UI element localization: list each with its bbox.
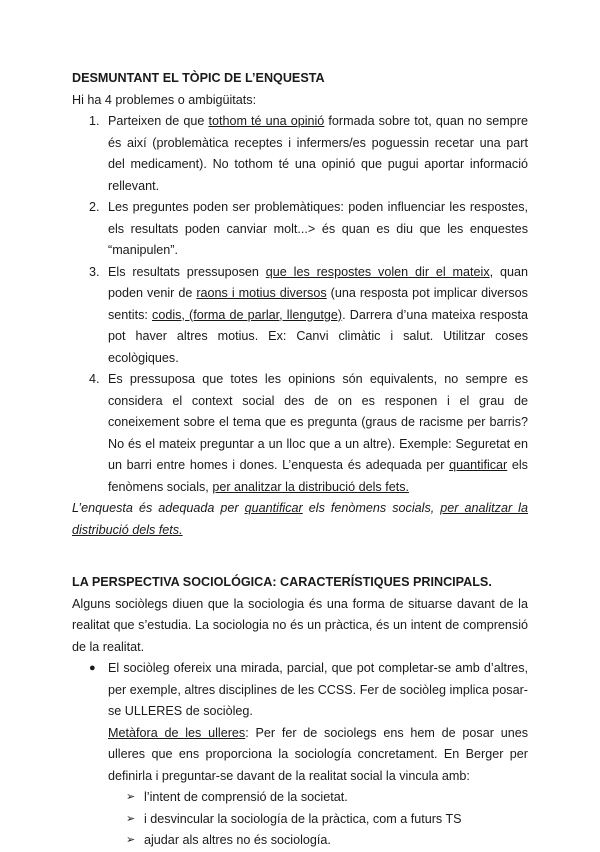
bullet-icon: ● (89, 662, 96, 674)
section-heading-enquesta: DESMUNTANT EL TÒPIC DE L’ENQUESTA (72, 71, 325, 85)
arrow-item (72, 809, 528, 831)
underlined-text: que les respostes volen dir el mateix (265, 264, 490, 279)
underlined-text: quantificar (449, 458, 508, 472)
section-intro: Alguns sociòlegs diuen que la sociologia és una forma de situarse davant de la realitat que s’estudia. La sociologia no és un pràctica, és un intent de comprensió de la realitat. (72, 596, 528, 654)
bullet-item (72, 658, 528, 787)
list-item (72, 369, 528, 498)
closing-text: L’enquesta és adequada per (72, 501, 245, 515)
item-text: formada sobre tot, quan no sempre és així (problemàtica receptes i infermers/es poguessin recetar una part del medicament). No tothom té una opinió que pugui aportar informació rellevant. (108, 114, 528, 193)
underlined-text: raons i motius diversos (196, 286, 327, 300)
section-intro: Hi ha 4 problemes o ambigüitats: (72, 92, 257, 107)
arrow-item (72, 787, 528, 809)
closing-statement (72, 498, 528, 541)
closing-text: els fenòmens socials, (302, 501, 441, 515)
arrow-list (72, 787, 528, 852)
arrow-item-text: i desvincular la sociología de la pràctica, com a futurs TS (144, 811, 462, 826)
underlined-text: per analitzar la distribució dels fets. (72, 501, 528, 537)
item-text: . Darrera d’una mateixa resposta pot haver altres motius. Ex: Canvi climàtic i salut. Utilitzar coses ecològiques. (108, 307, 528, 365)
arrow-item-text: ajudar als altres no és sociología. (144, 833, 331, 847)
list-item (72, 262, 528, 370)
item-text: Els resultats pressuposen (108, 264, 266, 279)
item-text: , quan poden venir de (108, 264, 529, 300)
list-item (72, 197, 528, 262)
underlined-text: quantificar (244, 501, 303, 515)
list-item (72, 111, 528, 197)
item-number: 1. (89, 114, 100, 128)
arrow-icon: ➢ (126, 834, 136, 846)
arrow-icon: ➢ (126, 812, 136, 825)
underlined-text: codis, (forma de parlar, llengutge) (152, 307, 343, 322)
metaphor-label: Metàfora de les ulleres (108, 725, 246, 740)
metaphor-text: : Per fer de sociolegs ens hem de posar unes ulleres que ens proporciona la sociología concretament. En Berger per definirla i preguntar-se davant de la realitat social la vincula amb: (108, 725, 529, 783)
section-heading-perspectiva: LA PERSPECTIVA SOCIOLÓGICA: CARACTERÍSTIQUES PRINCIPALS. (72, 575, 492, 589)
bullet-list (72, 658, 528, 787)
document-page (72, 68, 528, 852)
bullet-text: El sociòleg ofereix una mirada, parcial, que pot completar-se amb d’altres, per exemple, altres disciplines de les CCSS. Fer de sociòleg implica posar-se ULLERES de sociòleg. (108, 661, 528, 718)
item-text: (una resposta pot implicar diversos sentits: (108, 286, 528, 322)
arrow-icon: ➢ (126, 791, 136, 803)
underlined-text: per analitzar la distribució dels fets. (212, 479, 410, 494)
section-spacer (72, 541, 528, 572)
arrow-item-text: l’intent de comprensió de la societat. (144, 790, 348, 804)
metaphor-paragraph (108, 723, 528, 788)
item-number: 3. (89, 264, 100, 279)
item-text: els fenòmens socials, (108, 458, 528, 494)
arrow-item (72, 830, 528, 852)
item-text: Les preguntes poden ser problemàtiques: poden influenciar les respostes, els resultats poden canviar molt...> és quan es diu que les enquestes “manipulen”. (108, 200, 528, 257)
item-number: 4. (89, 372, 100, 386)
item-text: Es pressuposa que totes les opinions són equivalents, no sempre es considera el context social des de on es responen i el grau de coneixement sobre el tema que es pregunta (graus de racisme per barris? No és el mateix preguntar a un lloc que a un altre). Exemple: Seguretat en un barri entre homes i dones. L’enquesta és adequada per (108, 372, 528, 472)
item-text: Parteixen de que (108, 114, 209, 128)
item-number: 2. (89, 200, 100, 214)
problems-list (72, 111, 528, 498)
underlined-text: tothom té una opinió (208, 114, 325, 128)
